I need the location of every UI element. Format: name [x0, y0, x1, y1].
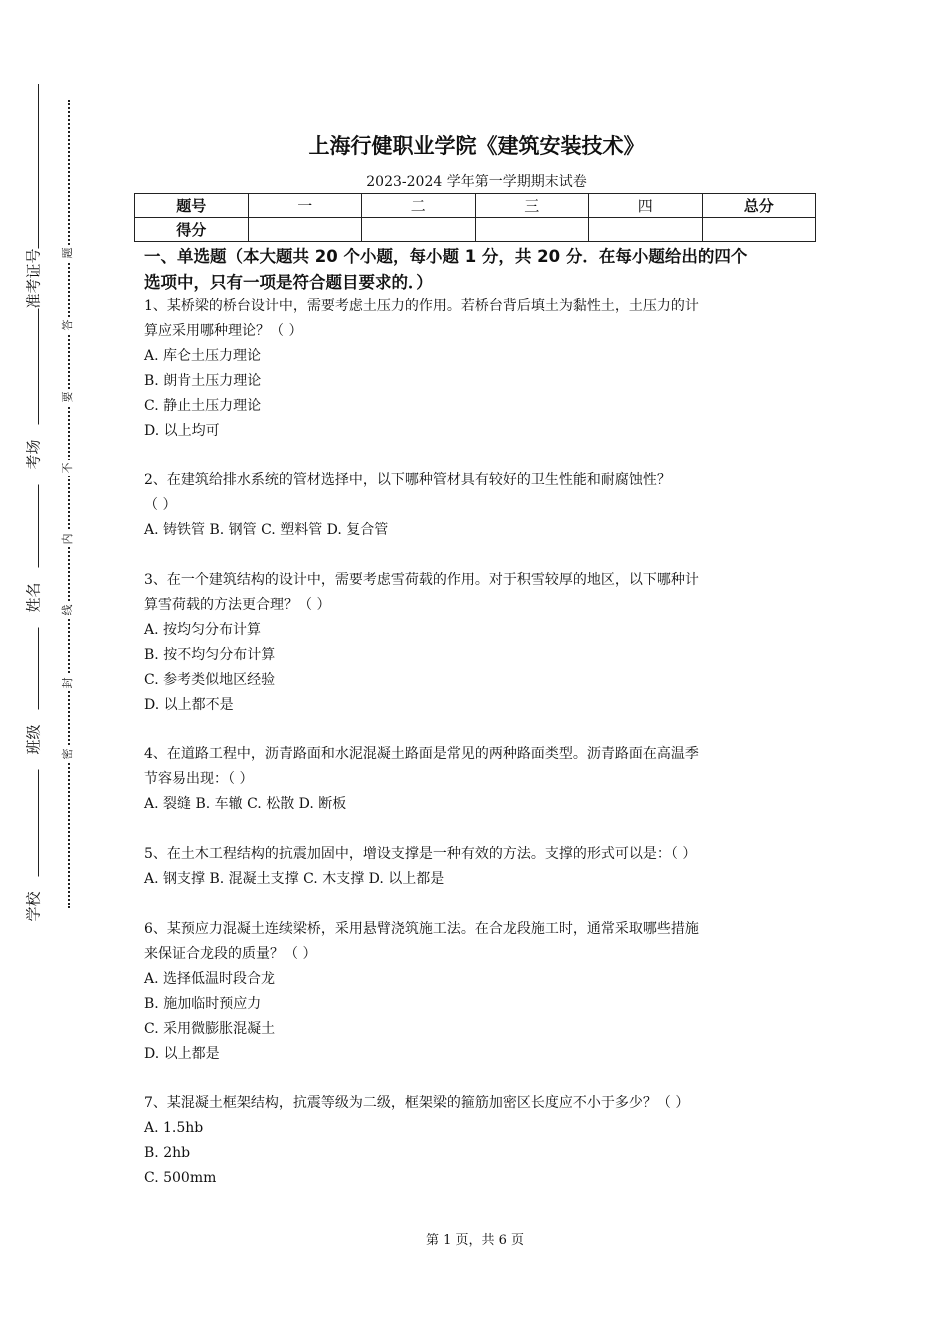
exam-subtitle: 2023-2024 学年第一学期期末试卷: [366, 174, 587, 190]
score-header-cell: 题号: [135, 194, 249, 218]
question-stem: 7、某混凝土框架结构，抗震等级为二级，框架梁的箍筋加密区长度应不小于多少？（ ）: [144, 1095, 690, 1111]
score-header-cell: 总分: [702, 194, 816, 218]
school-label: 学校: [26, 877, 43, 937]
option-a: A. 按均匀分布计算: [144, 622, 262, 638]
binding-solid-line: [38, 84, 39, 922]
question-stem: 6、某预应力混凝土连续梁桥，采用悬臂浇筑施工法。在合龙段施工时，通常采取哪些措施: [144, 921, 699, 937]
score-header-cell: 四: [589, 194, 703, 218]
question-stem: 算雪荷载的方法更合理？（ ）: [144, 597, 331, 613]
exam-room-label: 考场: [26, 425, 43, 485]
score-cell[interactable]: [248, 218, 362, 242]
question-stem: 算应采用哪种理论？（ ）: [144, 323, 303, 339]
seal-char-xian: 线: [61, 602, 75, 618]
option-b: B. 2hb: [144, 1145, 191, 1161]
option-d: D. 以上均可: [144, 423, 220, 439]
question-1: [144, 294, 824, 444]
score-cell[interactable]: [589, 218, 703, 242]
seal-char-mi: 密: [61, 746, 75, 762]
seal-char-nei: 内: [61, 531, 75, 547]
score-cell[interactable]: [702, 218, 816, 242]
score-cell[interactable]: [475, 218, 589, 242]
option-b: B. 施加临时预应力: [144, 996, 262, 1012]
score-row-label: 得分: [135, 218, 249, 242]
binding-margin: [0, 0, 120, 1344]
question-stem: （ ）: [144, 497, 177, 513]
option-a: A. 选择低温时段合龙: [144, 971, 276, 987]
seal-char-feng: 封: [61, 675, 75, 691]
option-b: B. 按不均匀分布计算: [144, 647, 276, 663]
options-inline: A. 钢支撑 B. 混凝土支撑 C. 木支撑 D. 以上都是: [144, 871, 445, 887]
section-title-line: 选项中，只有一项是符合题目要求的．）: [144, 273, 433, 292]
question-5: [144, 842, 824, 892]
question-6: [144, 917, 824, 1067]
question-stem: 来保证合龙段的质量？（ ）: [144, 946, 317, 962]
seal-char-da: 答: [61, 317, 75, 333]
question-stem: 2、在建筑给排水系统的管材选择中，以下哪种管材具有较好的卫生性能和耐腐蚀性？: [144, 472, 671, 488]
question-stem: 5、在土木工程结构的抗震加固中，增设支撑是一种有效的方法。支撑的形式可以是：（ ）: [144, 846, 697, 862]
page-footer: 第 1 页，共 6 页: [425, 1233, 525, 1248]
options-inline: A. 铸铁管 B. 钢管 C. 塑料管 D. 复合管: [144, 522, 389, 538]
question-2: [144, 468, 824, 543]
seal-char-bu: 不: [61, 460, 75, 476]
seal-dotted-line: [68, 100, 70, 908]
class-label: 班级: [26, 710, 43, 770]
score-table-header-row: [135, 194, 816, 218]
option-c: C. 静止土压力理论: [144, 398, 262, 414]
question-3: [144, 568, 824, 718]
option-d: D. 以上都不是: [144, 697, 234, 713]
option-c: C. 500mm: [144, 1170, 217, 1186]
section-title-line: 一、单选题（本大题共 20 个小题，每小题 1 分，共 20 分．在每小题给出的四个: [144, 247, 748, 266]
option-a: A. 1.5hb: [144, 1120, 204, 1136]
option-c: C. 参考类似地区经验: [144, 672, 276, 688]
option-b: B. 朗肯土压力理论: [144, 373, 262, 389]
option-a: A. 库仑土压力理论: [144, 348, 262, 364]
option-c: C. 采用微膨胀混凝土: [144, 1021, 276, 1037]
question-4: [144, 742, 824, 817]
exam-title: 上海行健职业学院《建筑安装技术》: [308, 134, 645, 158]
score-header-cell: 二: [362, 194, 476, 218]
exam-number-label: 准考证号: [24, 248, 43, 309]
score-cell[interactable]: [362, 218, 476, 242]
options-inline: A. 裂缝 B. 车辙 C. 松散 D. 断板: [144, 796, 347, 812]
question-stem: 节容易出现：（ ）: [144, 771, 254, 787]
question-stem: 1、某桥梁的桥台设计中，需要考虑土压力的作用。若桥台背后填土为黏性土，土压力的计: [144, 298, 699, 314]
section-title: [144, 244, 824, 296]
seal-char-yao: 要: [61, 389, 75, 405]
score-header-cell: 三: [475, 194, 589, 218]
question-stem: 4、在道路工程中，沥青路面和水泥混凝土路面是常见的两种路面类型。沥青路面在高温季: [144, 746, 699, 762]
seal-char-ti: 题: [61, 245, 75, 261]
name-label: 姓名: [26, 568, 43, 628]
question-stem: 3、在一个建筑结构的设计中，需要考虑雪荷载的作用。对于积雪较厚的地区，以下哪种计: [144, 572, 699, 588]
score-table: [134, 193, 816, 242]
option-d: D. 以上都是: [144, 1046, 220, 1062]
score-table-score-row: [135, 218, 816, 242]
score-header-cell: 一: [248, 194, 362, 218]
question-7: [144, 1091, 824, 1191]
